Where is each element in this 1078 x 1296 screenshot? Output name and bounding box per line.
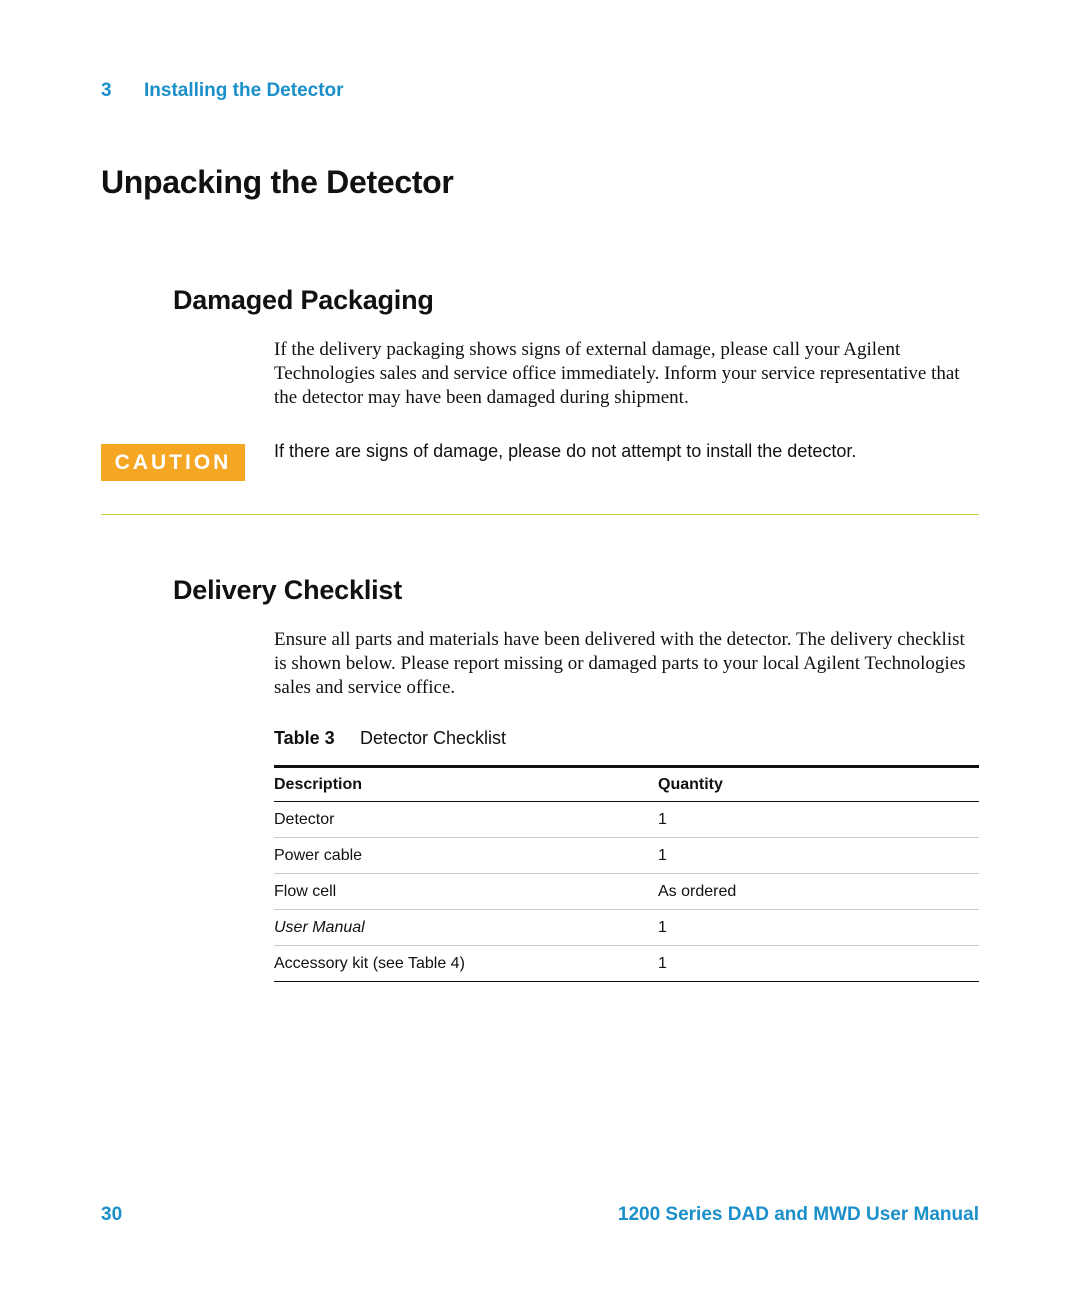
table-row [274, 946, 979, 982]
caution-badge: CAUTION [101, 444, 245, 481]
running-header [101, 80, 344, 102]
table-row [274, 910, 979, 946]
table-row [274, 874, 979, 910]
row-description: User Manual [274, 910, 658, 946]
footer-manual-title: 1200 Series DAD and MWD User Manual [617, 1204, 979, 1225]
table-row [274, 838, 979, 874]
row-quantity: As ordered [658, 874, 979, 910]
damaged-packaging-paragraph: If the delivery packaging shows signs of external damage, please call your Agilent Technologies sales and service office immediately. Inform your service representative that the detector may have been damaged during shipment. [274, 339, 960, 408]
table-number: Table 3 [274, 728, 335, 748]
table-title: Detector Checklist [360, 728, 507, 748]
column-header-quantity: Quantity [658, 775, 723, 793]
chapter-title: Installing the Detector [144, 80, 344, 101]
row-quantity: 1 [658, 838, 979, 874]
delivery-checklist-heading: Delivery Checklist [173, 575, 403, 605]
row-description: Flow cell [274, 874, 658, 910]
row-quantity: 1 [658, 910, 979, 946]
table-caption [274, 728, 506, 749]
row-description: Accessory kit (see Table 4) [274, 946, 658, 982]
caution-text: If there are signs of damage, please do not attempt to install the detector. [274, 441, 857, 461]
delivery-checklist-paragraph: Ensure all parts and materials have been delivered with the detector. The delivery checklist is shown below. Please report missing or damaged parts to your local Agilent Technologies sales and service office. [274, 629, 966, 698]
row-quantity: 1 [658, 802, 979, 838]
section-divider [101, 514, 979, 515]
damaged-packaging-heading: Damaged Packaging [173, 285, 434, 315]
row-description: Power cable [274, 838, 658, 874]
footer-page-number: 30 [101, 1204, 123, 1225]
chapter-number: 3 [101, 80, 112, 101]
row-quantity: 1 [658, 946, 979, 982]
column-header-description: Description [274, 775, 363, 793]
row-description: Detector [274, 802, 658, 838]
table-row [274, 802, 979, 838]
table-header-row [274, 767, 979, 802]
detector-checklist-table [274, 765, 979, 982]
page-title: Unpacking the Detector [101, 164, 454, 200]
